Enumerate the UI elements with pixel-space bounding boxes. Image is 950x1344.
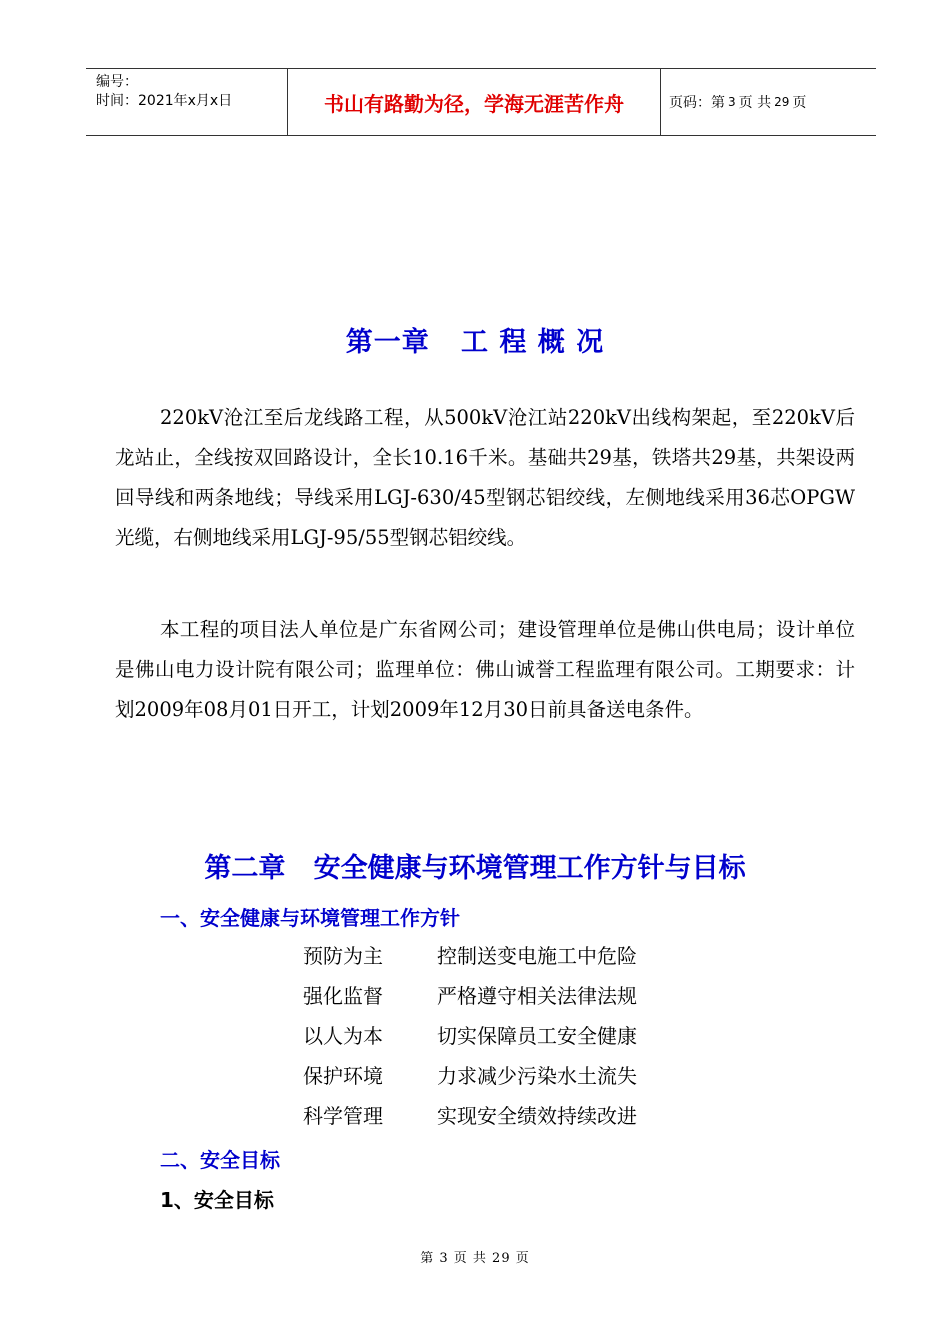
header-time-label: 时间：2021年x月x日	[96, 93, 233, 109]
header-page-prefix: 页码：第	[669, 95, 725, 111]
chapter1-title: 第一章 工 程 概 况	[345, 327, 605, 358]
section-policy-heading: 一、安全健康与环境管理工作方针	[160, 906, 460, 930]
policy-description: 严格遵守相关法律法规	[437, 984, 637, 1008]
section-safety-goals-heading: 二、安全目标	[160, 1148, 280, 1172]
policy-description: 切实保障员工安全健康	[437, 1024, 637, 1048]
header-page-info	[661, 69, 876, 135]
header-page-mid: 页 共	[738, 95, 772, 111]
chapter1-paragraph-2: 本工程的项目法人单位是广东省网公司；建设管理单位是佛山供电局；设计单位是佛山电力设计院有限公司；监理单位：佛山诚誉工程监理有限公司。工期要求：计划2009年08月01日开工，计划2009年12月30日前具备送电条件。	[115, 618, 855, 721]
header-page-suffix: 页	[792, 95, 807, 111]
header-motto: 书山有路勤为径，学海无涯苦作舟	[288, 69, 661, 135]
chapter2-title: 第二章 安全健康与环境管理工作方针与目标	[204, 853, 746, 884]
policy-description: 控制送变电施工中危险	[437, 944, 637, 968]
chapter1-paragraph-1: 220kV沧江至后龙线路工程，从500kV沧江站220kV出线构架起，至220kV后龙站止，全线按双回路设计，全长10.16千米。基础共29基，铁塔共29基，共架设两回导线和两条地线；导线采用LGJ-630/45型钢芯铝绞线，左侧地线采用36芯OPGW光缆，右侧地线采用LGJ-95/55型钢芯铝绞线。	[115, 406, 855, 549]
page-header	[86, 68, 876, 136]
policy-row	[303, 976, 637, 1016]
policy-row	[303, 1096, 637, 1136]
policy-principle: 强化监督	[303, 984, 383, 1008]
policy-principle: 以人为本	[303, 1024, 383, 1048]
page-footer: 第 3 页 共 29 页	[420, 1251, 530, 1266]
subsection-safety-goals-heading: 1、安全目标	[160, 1188, 274, 1212]
policy-row	[303, 1016, 637, 1056]
header-page-total: 29	[774, 95, 790, 109]
policy-description: 力求减少污染水土流失	[437, 1064, 637, 1088]
policy-principle: 保护环境	[303, 1064, 383, 1088]
policy-principle: 预防为主	[303, 944, 383, 968]
policy-principle: 科学管理	[303, 1104, 383, 1128]
header-page-current: 3	[728, 95, 736, 109]
header-meta	[86, 69, 288, 135]
policy-row	[303, 1056, 637, 1096]
policy-description: 实现安全绩效持续改进	[437, 1104, 637, 1128]
policy-row	[303, 936, 637, 976]
header-number-label: 编号：	[96, 74, 138, 90]
policy-list	[303, 936, 637, 1136]
